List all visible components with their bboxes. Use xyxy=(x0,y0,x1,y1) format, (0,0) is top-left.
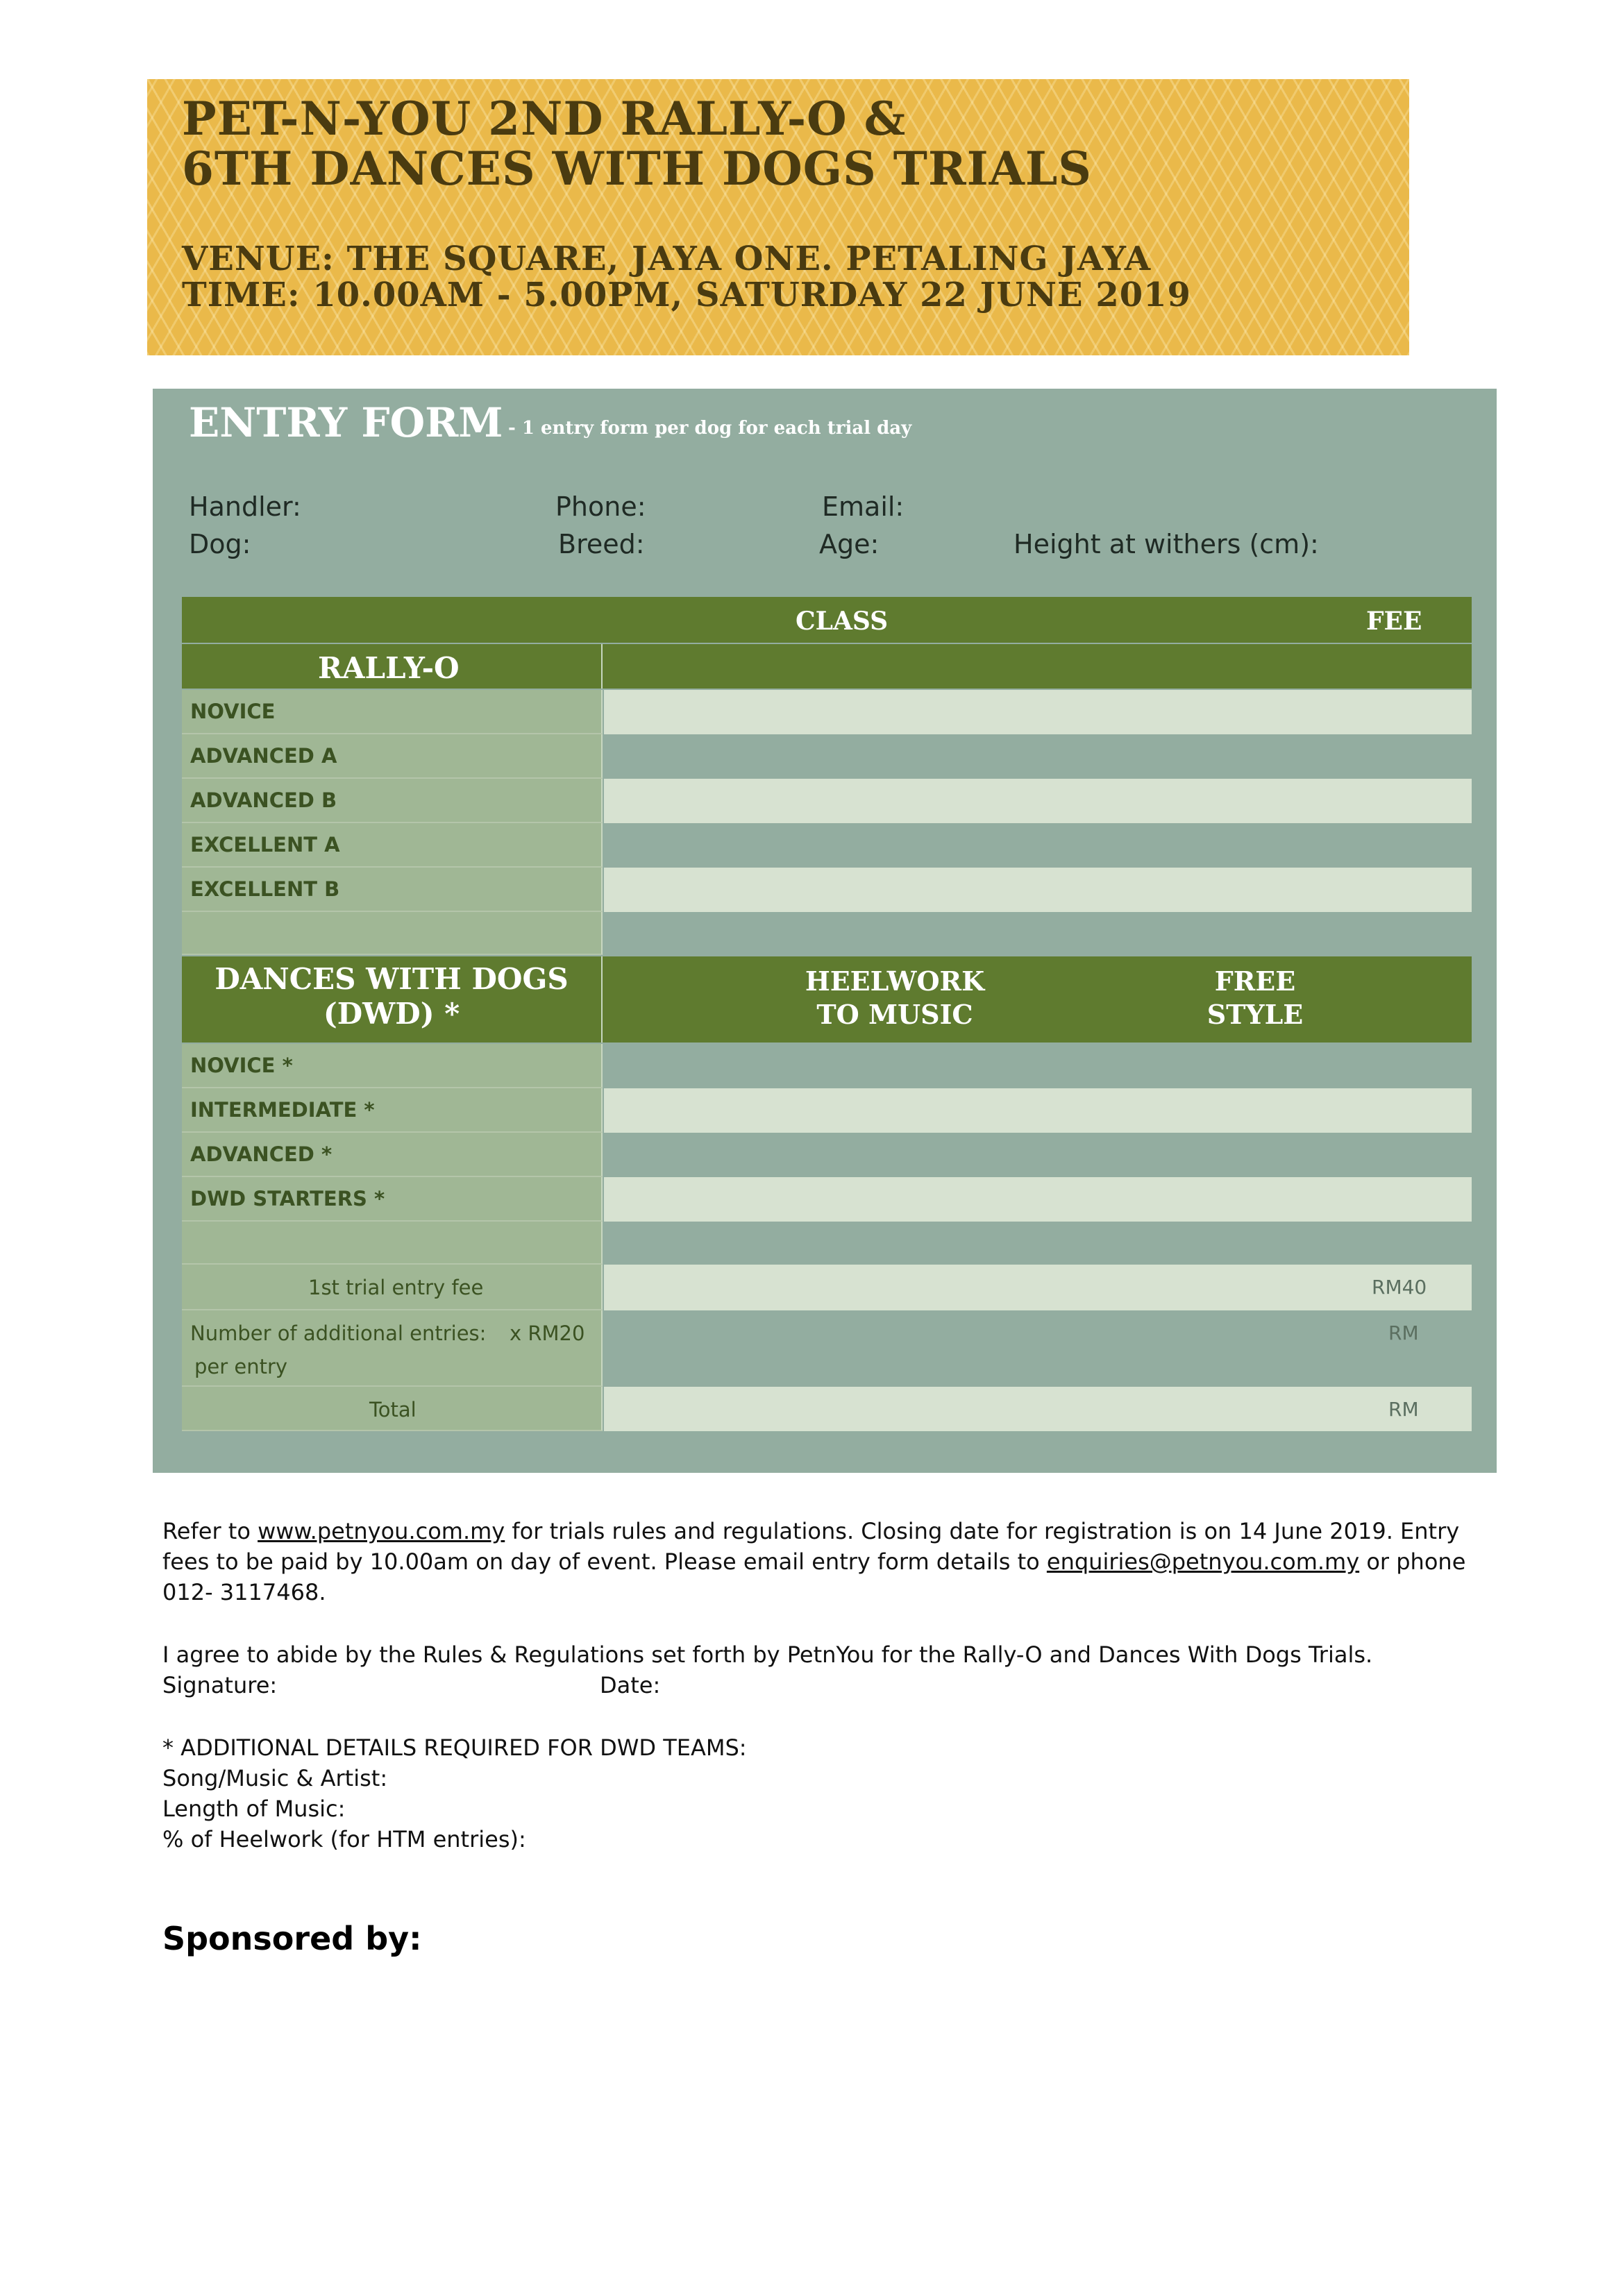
rally-class-advanced-b: ADVANCED B xyxy=(190,788,337,812)
table-row[interactable] xyxy=(182,868,1472,912)
handler-field-label[interactable]: Handler: xyxy=(189,491,301,522)
first-trial-fee-label: 1st trial entry fee xyxy=(308,1276,484,1299)
table-row[interactable] xyxy=(182,1044,1472,1088)
dwd-details-block xyxy=(162,1732,1461,1855)
dwd-class-novice: NOVICE * xyxy=(190,1054,293,1077)
rally-class-excellent-a: EXCELLENT A xyxy=(190,833,340,856)
website-link[interactable]: www.petnyou.com.my xyxy=(258,1518,505,1544)
total-row[interactable] xyxy=(182,1387,1472,1431)
rules-paragraph: Refer to www.petnyou.com.my for trials rules and regulations. Closing date for registration is on 14 June 2019. Entry fees to be paid by 10.00am on day of event. Please email entry form details to enquiries@petnyou.com.my or phone 012- 3117468. xyxy=(162,1516,1461,1607)
dwd-class-starters: DWD STARTERS * xyxy=(190,1187,385,1210)
event-venue: VENUE: THE SQUARE, JAYA ONE. PETALING JAYA xyxy=(182,239,1152,278)
event-title-line2: 6TH DANCES WITH DOGS TRIALS xyxy=(182,142,1092,196)
htm-header-line1: HEELWORK xyxy=(805,965,985,997)
total-value: RM xyxy=(1388,1398,1419,1421)
dwd-entry-cell[interactable] xyxy=(604,1177,1472,1222)
class-header: CLASS xyxy=(796,607,889,636)
table-row[interactable] xyxy=(182,734,1472,779)
fee-header: FEE xyxy=(1366,607,1422,636)
additional-entries-row[interactable] xyxy=(182,1310,1472,1387)
table-row[interactable] xyxy=(182,1133,1472,1177)
music-length-label[interactable]: Length of Music: xyxy=(162,1796,346,1822)
rally-class-excellent-b: EXCELLENT B xyxy=(190,877,340,901)
dwd-header-line2: (DWD) * xyxy=(323,997,460,1031)
phone-number: 012- 3117468. xyxy=(162,1579,326,1605)
rally-o-label: RALLY-O xyxy=(318,651,460,685)
height-field-label[interactable]: Height at withers (cm): xyxy=(1014,529,1319,559)
dwd-entry-cell[interactable] xyxy=(604,1133,1472,1177)
dwd-entry-cell[interactable] xyxy=(604,1088,1472,1133)
rally-class-novice: NOVICE xyxy=(190,700,276,723)
email-link[interactable]: enquiries@petnyou.com.my xyxy=(1046,1548,1360,1575)
table-row[interactable] xyxy=(182,1088,1472,1133)
age-field-label[interactable]: Age: xyxy=(819,529,880,559)
total-label: Total xyxy=(369,1398,417,1421)
table-row xyxy=(182,1222,1472,1265)
sponsored-by-heading: Sponsored by: xyxy=(162,1920,422,1957)
additional-entries-rate: x RM20 xyxy=(510,1322,585,1345)
dwd-entry-cell[interactable] xyxy=(604,1044,1472,1088)
additional-entries-value: RM xyxy=(1388,1322,1419,1344)
table-row[interactable] xyxy=(182,1177,1472,1222)
email-field-label[interactable]: Email: xyxy=(822,491,905,522)
htm-header-line2: TO MUSIC xyxy=(816,999,973,1030)
rally-entry-cell[interactable] xyxy=(604,779,1472,823)
rally-entry-cell[interactable] xyxy=(604,734,1472,779)
entry-form-title: ENTRY FORM xyxy=(189,399,503,446)
date-label[interactable]: Date: xyxy=(600,1672,661,1698)
total-cell[interactable] xyxy=(604,1387,1472,1431)
event-banner xyxy=(147,79,1409,355)
rally-o-header xyxy=(182,644,1472,689)
rally-entry-cell[interactable] xyxy=(604,868,1472,912)
freestyle-header-line2: STYLE xyxy=(1206,999,1304,1030)
freestyle-header-line1: FREE xyxy=(1214,965,1296,997)
dwd-details-heading: * ADDITIONAL DETAILS REQUIRED FOR DWD TEAMS: xyxy=(162,1734,747,1761)
dwd-class-intermediate: INTERMEDIATE * xyxy=(190,1098,375,1122)
entry-form-panel xyxy=(153,389,1497,1473)
event-title-line1: PET-N-YOU 2ND RALLY-O & xyxy=(182,92,907,146)
table-row xyxy=(182,912,1472,955)
additional-entries-label: Number of additional entries: xyxy=(190,1322,487,1345)
additional-entries-per-entry: per entry xyxy=(194,1355,288,1378)
song-artist-label[interactable]: Song/Music & Artist: xyxy=(162,1765,388,1791)
first-trial-fee-value: RM40 xyxy=(1372,1276,1427,1299)
dwd-header-line1: DANCES WITH DOGS xyxy=(215,962,569,996)
table-row[interactable] xyxy=(182,690,1472,734)
event-time: TIME: 10.00AM - 5.00PM, SATURDAY 22 JUNE 2019 xyxy=(182,276,1191,314)
breed-field-label[interactable]: Breed: xyxy=(558,529,645,559)
entry-form-subtitle: - 1 entry form per dog for each trial day xyxy=(508,418,912,439)
phone-field-label[interactable]: Phone: xyxy=(555,491,646,522)
additional-entries-cell[interactable] xyxy=(604,1310,1472,1387)
agreement-block xyxy=(162,1639,1461,1700)
dwd-header xyxy=(182,956,1472,1043)
rally-entry-cell[interactable] xyxy=(604,823,1472,868)
class-fee-header xyxy=(182,597,1472,643)
rally-class-advanced-a: ADVANCED A xyxy=(190,744,337,768)
table-row[interactable] xyxy=(182,779,1472,823)
heelwork-percent-label[interactable]: % of Heelwork (for HTM entries): xyxy=(162,1826,526,1852)
table-row[interactable] xyxy=(182,823,1472,868)
first-trial-fee-row xyxy=(182,1265,1472,1310)
agreement-text: I agree to abide by the Rules & Regulations set forth by PetnYou for the Rally-O and Dances With Dogs Trials. xyxy=(162,1641,1373,1668)
dog-field-label[interactable]: Dog: xyxy=(189,529,251,559)
signature-label[interactable]: Signature: xyxy=(162,1672,278,1698)
rally-entry-cell[interactable] xyxy=(604,690,1472,734)
dwd-class-advanced: ADVANCED * xyxy=(190,1142,333,1166)
